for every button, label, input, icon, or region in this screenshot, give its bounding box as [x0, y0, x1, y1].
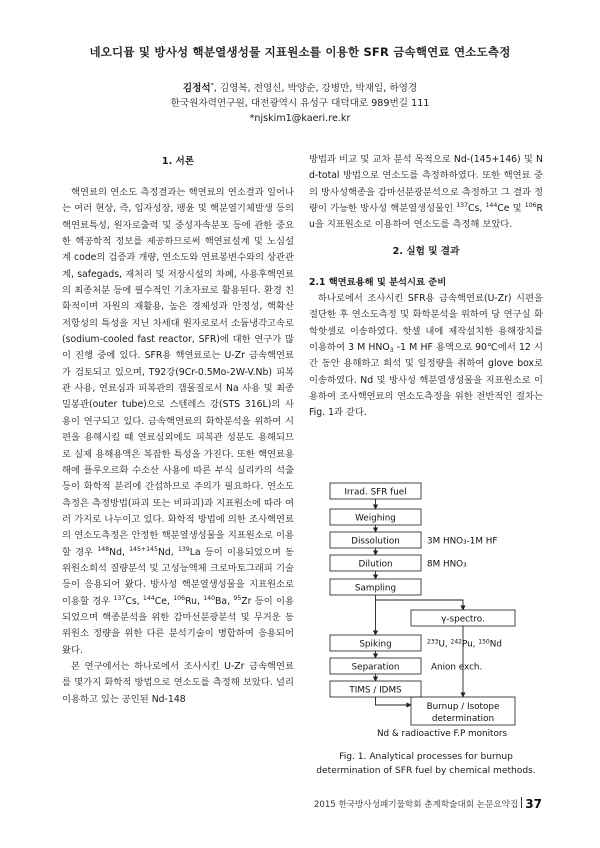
burnup-label-line2: determination: [431, 714, 495, 724]
footer-text: 2015 한국방사성폐기물학회 춘계학술대회 논문요약집: [313, 800, 519, 810]
monitors-note: Nd & radioactive F.P monitors: [376, 729, 508, 739]
step-irrad-label: Irrad. SFR fuel: [344, 487, 407, 498]
paper-title: 네오디뮴 및 방사성 핵분열생성물 지표원소를 이용한 SFR 금속핵연료 연소도측정: [89, 45, 511, 59]
page-number: 37: [525, 797, 542, 811]
step-spiking-label: Spiking: [359, 639, 392, 650]
right-column: [309, 152, 543, 422]
intro-paragraph-1: 핵연료의 연소도 측정결과는 핵연료의 연소결과 일어나는 여러 현상, 즉, 입자성장, 팽윤 및 핵분열기체발생 등의 핵연료특성, 원자로출력 및 중성자속분포 등에 관한 중요한 핵공학적 정보를 제공하므로써 핵연료설계 및 노심설계 code의 검증과 개량, 연소도와 연료봉변수와의 상관관계, safegads, 재처리 및 저장시설의 차폐, 사용후핵연료의 최종처분 등에 필수적인 기초자료로 활용된다. 환경 친화적이며 자원의 재활용, 높은 경제성과 안정성, 핵확산 저항성의 특성을 지닌 차세대 원자로로서 소듐냉각고속로(sodium-cooled fast reactor, SFR)에 대한 연구가 많이 진행 중에 있다. SFR용 핵연료로는 U-Zr 금속핵연료가 검토되고 있으며, T92강(9Cr-0.5Mo-2W-V.Nb) 피복관 사용, 연료심과 피복관의 갭물질로서 Na 사용 및 최종 밀봉관(outer tube)으로 스텐레스 강(STS 316L)의 사용이 연구되고 있다. 금속핵연료의 화학분석을 위하여 시편을 용해시킬 때 연료심외에도 피복관 성분도 용해되므로 실제 용해용액은 복잡한 특성을 가진다. 또한 핵연료용해에 플루오르화 수소산 사용에 따른 부식 실리카의 석출 등이 화학적 분리에 간섭하므로 주의가 필요하다. 연소도측정은 측정방법(파괴 또는 비파괴)과 지표원소에 따라 여러 가지로 나누이고 있다. 화학적 방법에 의한 조사핵연료의 연소도측정은 안정한 핵분열생성물을 지표원소로 이용할 경우 $^{148}$Nd, $^{145+145}$Nd, $^{139}$La 등이 이용되었으며 동위원소희석 질량분석 및 고성능액체 크로마토그래피 기술 등이 응용되어 왔다. 방사성 핵분열생성물을 지표원소로 이용할 경우 $^{137}$Cs, $^{144}$Ce, $^{106}$Ru, $^{140}$Ba, $^{95}$Zr 등이 이용되었으며 핵종분석을 위한 감마선분광분석 및 무거운 동위원소 정량을 위한 다른 분석기술이 병합하여 응용되어 왔다.: [62, 187, 294, 656]
co-authors: , 김영복, 전영신, 박양순, 강병만, 박재일, 하영경: [213, 83, 418, 94]
step-weighing-label: Weighing: [355, 513, 396, 524]
spike-note: $^{233}$U, $^{242}$Pu, $^{150}$Nd: [427, 638, 502, 650]
dissolution-note: 3M HNO₃-1M HF: [427, 536, 498, 547]
lead-author: 김정석: [182, 83, 211, 94]
intro-paragraph-2: 본 연구에서는 하나로에서 조사시킨 U-Zr 금속핵연료를 몇가지 화학적 방법으로 연소도를 측정해 보았다. 널리 이용하고 있는 공인된 Nd-148: [62, 660, 294, 705]
dilution-note: 8M HNO₃: [427, 559, 467, 570]
step-dissolution-label: Dissolution: [351, 536, 400, 547]
left-column: [62, 152, 294, 708]
email: *njskim1@kaeri.re.kr: [249, 112, 351, 124]
page-footer: [314, 797, 542, 811]
corresponding-mark: *: [210, 82, 214, 89]
step-sampling-label: Sampling: [354, 583, 397, 594]
separation-note: Anion exch.: [431, 662, 483, 673]
figure-caption: Fig. 1. Analytical processes for burnup determination of SFR fuel by chemical methods.: [316, 752, 536, 776]
intro-continuation: 방법과 비교 및 교차 분석 목적으로 Nd-(145+146) 및 Nd-total 방법으로 연소도를 측정하하였다. 또한 핵연료 중의 방사성핵종을 감마선분광분석으로 측정하고 그 결과 정량이 가능한 방사성 핵분열생성물인 $^{137}$Cs, $^{144}$Ce 및 $^{106}$Ru을 지표원소로 이용하여 연소도를 측정해 보았다.: [309, 154, 543, 231]
affiliation: 한국원자력연구원, 대전광역시 유성구 대덕대로 989번길 111: [170, 97, 430, 109]
methods-heading: 2. 실험 및 결과: [392, 245, 460, 257]
step-separation-label: Separation: [351, 662, 400, 673]
burnup-label-line1: Burnup / Isotope: [426, 702, 500, 712]
subsection-2-1-paragraph: 하나로에서 조사시킨 SFR용 금속핵연료(U-Zr) 시편을 절단한 후 연소도측정 및 화학분석을 위하여 당 연구실 화학핫셀로 이송하였다. 핫셀 내에 제작설치한 용해장치를 이용하여 3 M $HNO_3$ -1 M HF 용액으로 90℃에서 12 시간 동안 용해하고 희석 및 일정량을 취하여 glove box로 이송하였다. Nd 및 방사성 핵분열생성물을 지표원소로 이용하여 조사핵연료의 연소도측정을 위한 전반적인 절차는 Fig. 1과 같다.: [309, 293, 543, 419]
step-tims-label: TIMS / IDMS: [349, 685, 402, 696]
step-dilution-label: Dilution: [358, 559, 393, 570]
intro-heading: 1. 서론: [161, 156, 195, 167]
gamma-spectro-label: γ-spectro.: [441, 614, 485, 625]
author-list: [0, 82, 600, 97]
flow-diagram: [309, 482, 543, 744]
subsection-heading-2-1: 2.1 핵연료용해 및 분석시료 준비: [309, 276, 447, 288]
author-block: [0, 82, 600, 126]
